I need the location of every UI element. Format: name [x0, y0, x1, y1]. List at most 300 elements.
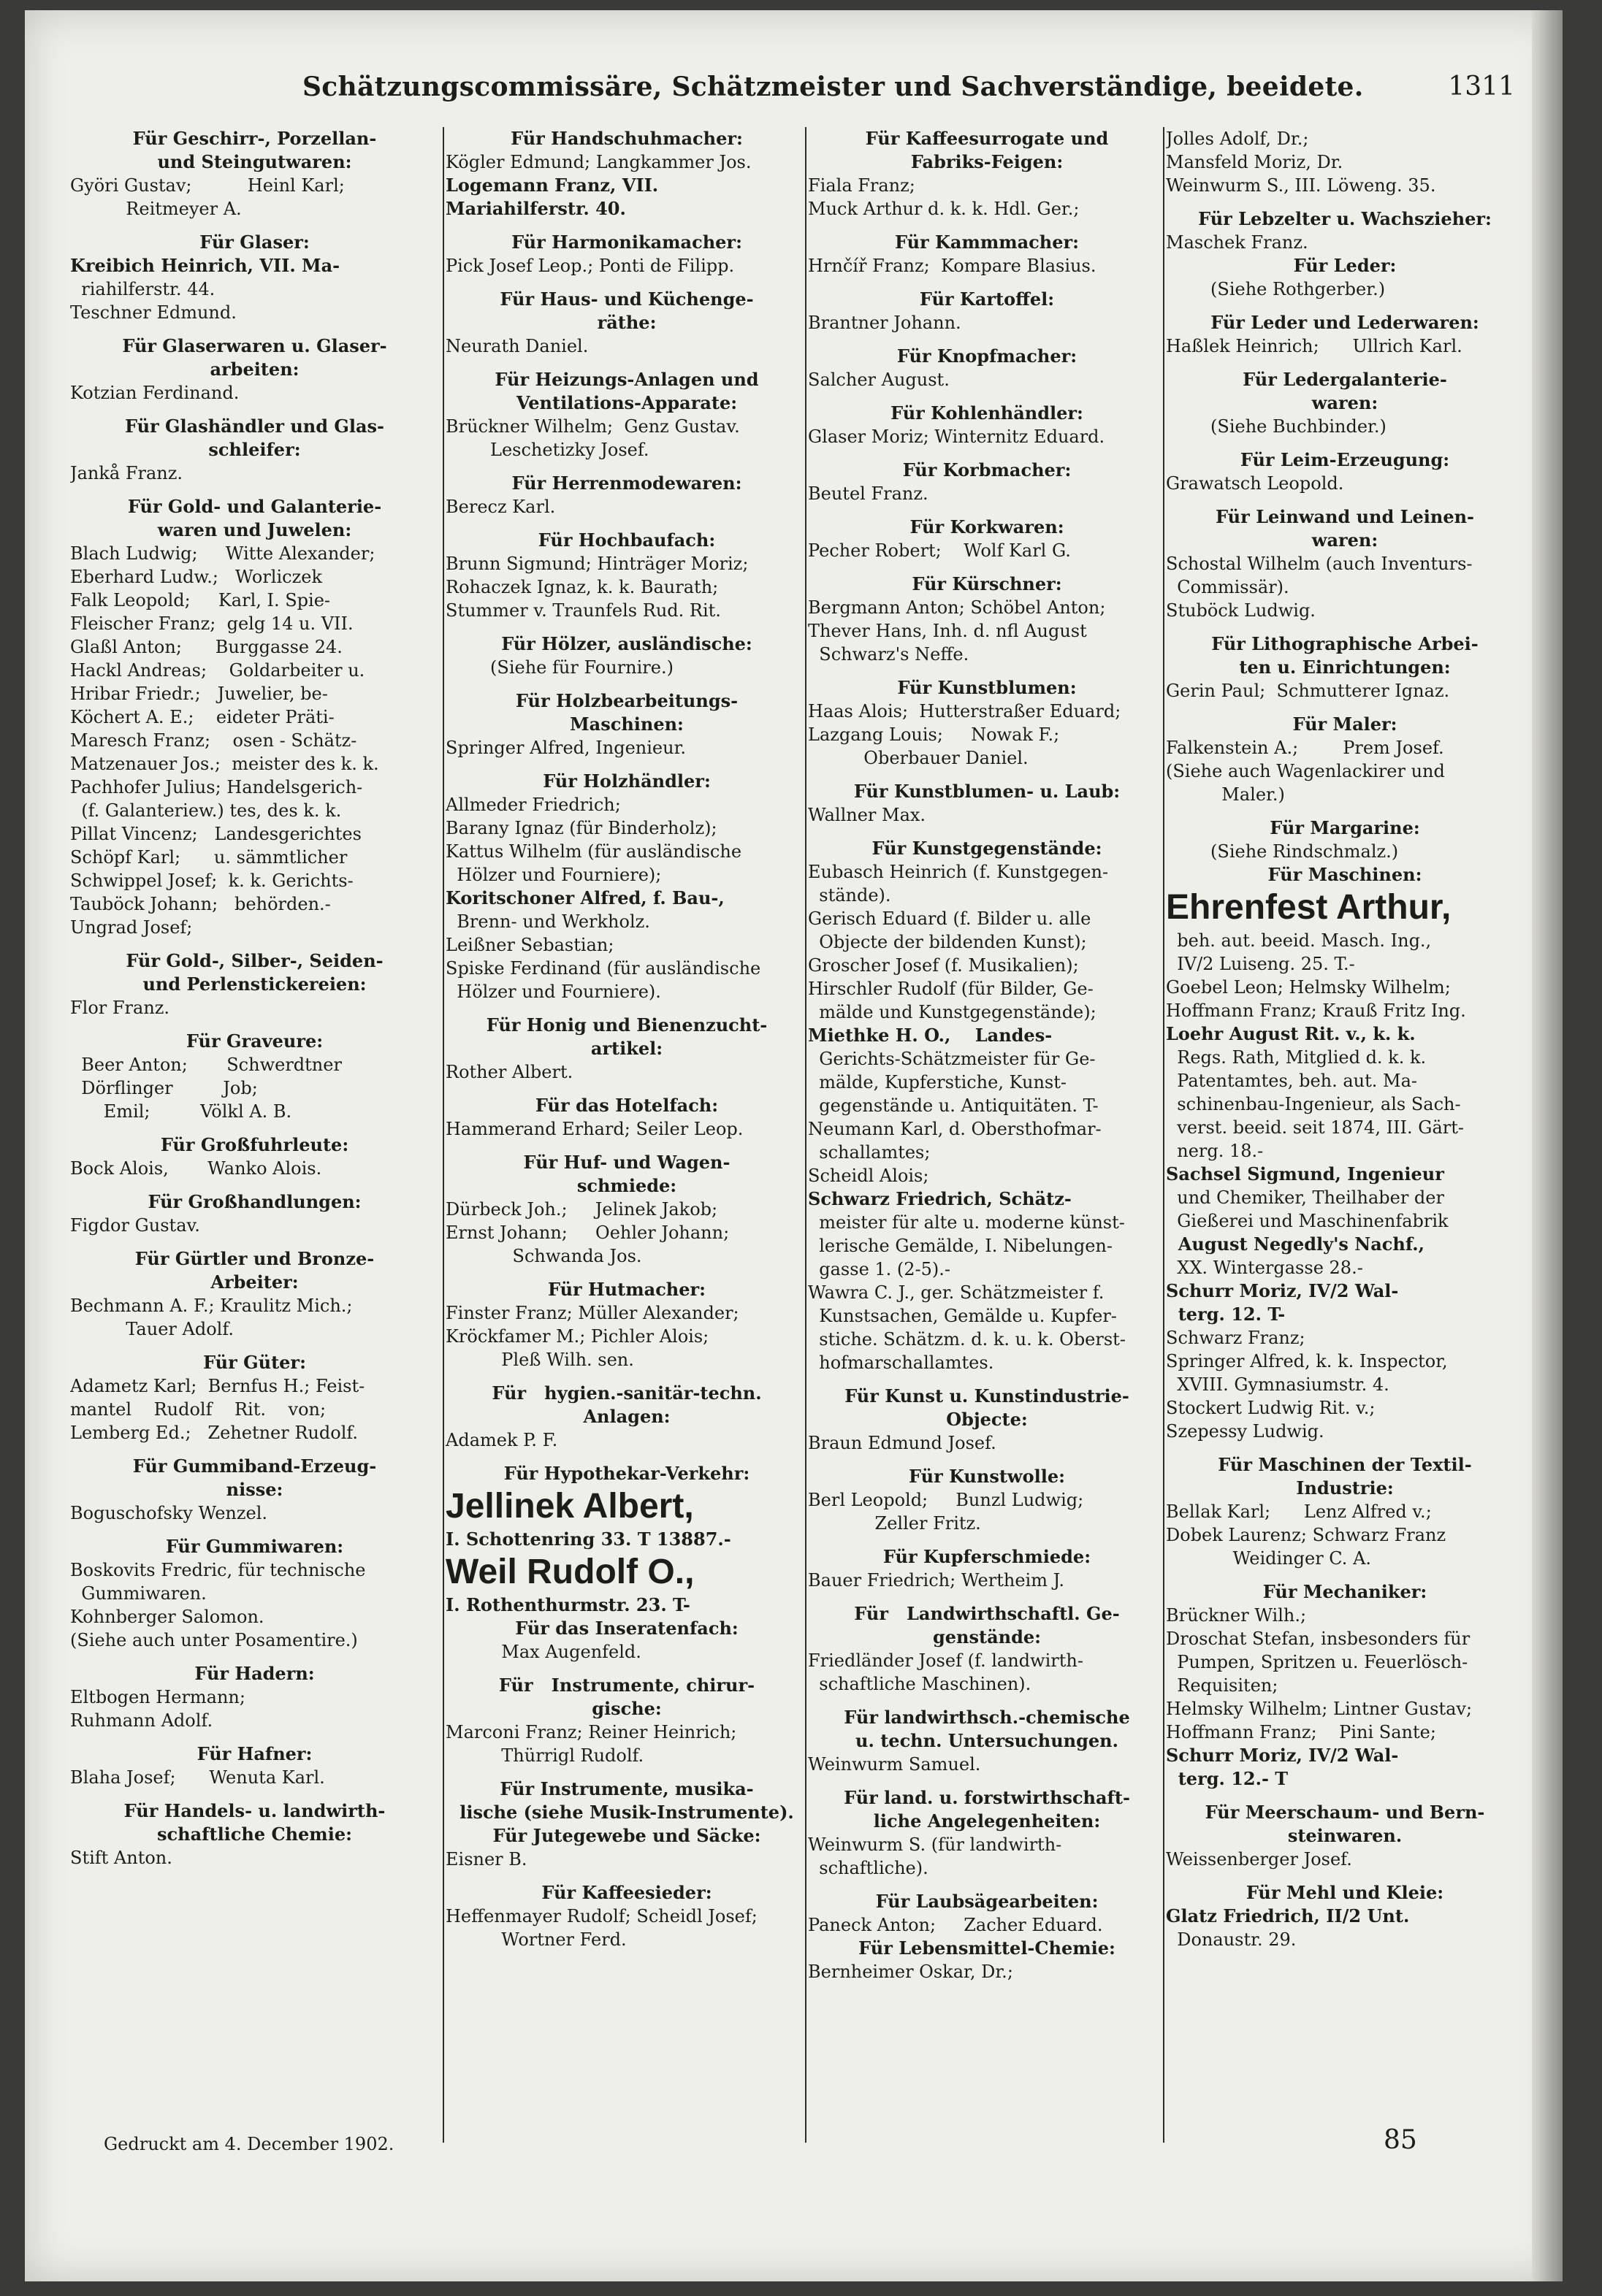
category-heading: schaftliche Chemie: [157, 1824, 352, 1845]
entry-featured: Sachsel Sigmund, Ingenieur [1166, 1163, 1444, 1185]
spacer [70, 1444, 439, 1455]
category-heading: Für Geschirr-, Porzellan- [132, 128, 377, 149]
entry-line: Gießerei und Maschinenfabrik [1166, 1211, 1449, 1231]
entry-line: Wawra C. J., ger. Schätzmeister f. [808, 1282, 1105, 1303]
entry-line: Hribar Friedr.; Juwelier, be- [70, 684, 328, 704]
entry-line: Bernheimer Oskar, Dr.; [808, 1962, 1013, 1982]
category-heading: Für Großhandlungen: [148, 1191, 362, 1212]
category-heading: Für Leder: [1293, 255, 1397, 276]
category-heading: Für Glaser: [199, 231, 310, 253]
entry-line: Muck Arthur d. k. k. Hdl. Ger.; [808, 199, 1080, 219]
category-heading: Für Glashändler und Glas- [124, 416, 385, 437]
entry-line: Grawatsch Leopold. [1166, 473, 1344, 494]
entry-line: Weinwurm Samuel. [808, 1754, 981, 1775]
entry-line: Bellak Karl; Lenz Alfred v.; [1166, 1501, 1432, 1522]
entry-line: Bergmann Anton; Schöbel Anton; [808, 597, 1106, 618]
entry-line: Pillat Vincenz; Landesgerichtes [70, 824, 362, 844]
spacer [70, 1525, 439, 1535]
entry-line: schaftliche). [808, 1858, 928, 1878]
entry-line: Neumann Karl, d. Obersthofmar- [808, 1119, 1102, 1139]
entry-line: Goebel Leon; Helmsky Wilhelm; [1166, 977, 1451, 998]
entry-line: Regs. Rath, Mitglied d. k. k. [1166, 1047, 1427, 1068]
entry-line: XVIII. Gymnasiumstr. 4. [1166, 1374, 1389, 1395]
entry-line: Schwarz's Neffe. [808, 644, 969, 665]
entry-line: XX. Wintergasse 28.- [1166, 1258, 1363, 1278]
entry-line: Friedländer Josef (f. landwirth- [808, 1650, 1083, 1671]
entry-line: Marconi Franz; Reiner Heinrich; [446, 1722, 737, 1742]
entry-line: Thever Hans, Inh. d. nfl August [808, 621, 1087, 641]
entry-line: Ruhmann Adolf. [70, 1710, 213, 1731]
entry-featured: Logemann Franz, VII. [446, 175, 659, 196]
entry-line: Ungrad Josef; [70, 917, 193, 938]
entry-line: Emil; Völkl A. B. [70, 1101, 292, 1122]
spacer [808, 1776, 1166, 1786]
category-heading: Für Mehl und Kleie: [1246, 1882, 1444, 1903]
category-heading: artikel: [590, 1038, 663, 1059]
category-heading: Maschinen: [570, 713, 684, 735]
entry-line: Braun Edmund Josef. [808, 1433, 996, 1453]
entry-line: Haßlek Heinrich; Ullrich Karl. [1166, 336, 1462, 356]
entry-line: Stummer v. Traunfels Rud. Rit. [446, 600, 721, 621]
entry-line: Groscher Josef (f. Musikalien); [808, 955, 1079, 976]
entry-line: Barany Ignaz (für Binderholz); [446, 818, 717, 838]
category-heading: Für Haus- und Küchenge- [500, 288, 754, 310]
spacer [1166, 438, 1524, 448]
entry-line: Oberbauer Daniel. [808, 748, 1029, 768]
entry-line: Eberhard Ludw.; Worliczek [70, 567, 322, 587]
category-heading: Für Holzhändler: [543, 770, 711, 792]
entry-line: gasse 1. (2-5).- [808, 1259, 951, 1279]
entry-line: lerische Gemälde, I. Nibelungen- [808, 1236, 1113, 1256]
category-heading: Für Gold- und Galanterie- [127, 496, 382, 517]
entry-line: Wortner Ferd. [446, 1929, 627, 1950]
entry-line: Brantner Johann. [808, 313, 961, 333]
category-heading: Für Kunstgegenstände: [871, 838, 1102, 859]
entry-line: Fiala Franz; [808, 175, 915, 196]
entry-line: Szepessy Ludwig. [1166, 1421, 1324, 1442]
spacer [1166, 358, 1524, 368]
category-heading: Für Maschinen der Textil- [1218, 1454, 1472, 1475]
spacer [446, 1767, 808, 1778]
category-heading: waren: [1311, 529, 1378, 551]
entry-line: Springer Alfred, Ingenieur. [446, 738, 687, 758]
category-heading: Für das Hotelfach: [535, 1095, 719, 1116]
category-heading: gische: [592, 1698, 662, 1719]
category-heading: Für Güter: [203, 1352, 306, 1373]
entry-line: (Siehe auch unter Posamentire.) [70, 1630, 358, 1650]
entry-line: Salcher August. [808, 370, 950, 390]
column-1 [70, 127, 439, 1870]
spacer [70, 485, 439, 495]
entry-line: IV/2 Luiseng. 25. T.- [1166, 954, 1355, 974]
entry-featured: Mariahilferstr. 40. [446, 198, 626, 219]
spacer [808, 278, 1166, 288]
category-heading: Für Holzbearbeitungs- [515, 690, 739, 711]
entry-line: Lazgang Louis; Nowak F.; [808, 724, 1060, 745]
entry-line: Paneck Anton; Zacher Eduard. [808, 1915, 1103, 1935]
entry-line: Dobek Laurenz; Schwarz Franz [1166, 1525, 1446, 1545]
entry-line: stiche. Schätzm. d. k. u. k. Oberst- [808, 1329, 1126, 1350]
entry-line: Falkenstein A.; Prem Josef. [1166, 738, 1444, 758]
entry-line: Adamek P. F. [446, 1430, 558, 1450]
category-heading: Für Instrumente, musika- [500, 1778, 754, 1799]
entry-line: Maresch Franz; osen - Schätz- [70, 730, 357, 751]
category-heading: Für Kunstblumen- u. Laub: [853, 781, 1121, 802]
entry-featured: terg. 12. T- [1166, 1304, 1286, 1325]
entry-line: mantel Rudolf Rit. von; [70, 1399, 327, 1420]
entry-line: Objecte der bildenden Kunst); [808, 932, 1087, 952]
spacer [808, 448, 1166, 459]
entry-featured: Schurr Moriz, IV/2 Wal- [1166, 1745, 1399, 1766]
entry-line: Hoffmann Franz; Krauß Fritz Ing. [1166, 1000, 1466, 1021]
category-heading: lische (siehe Musik-Instrumente). [459, 1802, 794, 1823]
entry-line: Pecher Robert; Wolf Karl G. [808, 540, 1071, 561]
spacer [808, 1592, 1166, 1602]
category-heading: Für Hölzer, ausländische: [501, 633, 752, 654]
category-heading: Für Leder und Lederwaren: [1210, 312, 1479, 333]
entry-line: Ernst Johann; Oehler Johann; [446, 1222, 730, 1243]
category-heading: Für das Inseratenfach: [515, 1618, 739, 1639]
entry-line: hofmarschallamtes. [808, 1352, 994, 1373]
spacer [446, 1084, 808, 1094]
entry-line: Maschek Franz. [1166, 232, 1308, 253]
category-heading: Arbeiter: [210, 1271, 299, 1293]
entry-line: Glaßl Anton; Burggasse 24. [70, 637, 343, 657]
category-heading: schmiede: [576, 1175, 677, 1196]
entry-line: Hoffmann Franz; Pini Sante; [1166, 1722, 1436, 1742]
category-heading: Für Margarine: [1270, 817, 1420, 838]
entry-line: Schwippel Josef; k. k. Gerichts- [70, 870, 354, 891]
entry-line: Kröckfamer M.; Pichler Alois; [446, 1326, 709, 1347]
spacer [70, 1237, 439, 1247]
spacer [1166, 1570, 1524, 1580]
entry-featured: Miethke H. O., Landes- [808, 1025, 1053, 1046]
category-heading: Für Graveure: [186, 1030, 324, 1052]
entry-line: Beer Anton; Schwerdtner [70, 1055, 342, 1075]
entry-line: (Siehe Rothgerber.) [1166, 279, 1386, 299]
category-heading: nisse: [226, 1479, 283, 1500]
spacer [808, 334, 1166, 345]
category-heading: Für Korkwaren: [909, 516, 1064, 537]
entry-line: Tauer Adolf. [70, 1319, 234, 1339]
entry-line: Patentamtes, beh. aut. Ma- [1166, 1071, 1418, 1091]
category-heading: Anlagen: [583, 1406, 671, 1427]
category-heading: ten u. Einrichtungen: [1239, 657, 1451, 678]
spacer [1166, 1443, 1524, 1453]
entry-line: Hrnčíř Franz; Kompare Blasius. [808, 256, 1096, 276]
entry-line: Spiske Ferdinand (für ausländische [446, 958, 761, 979]
category-heading: Für landwirthsch.-chemische [844, 1707, 1130, 1728]
entry-line: Hammerand Erhard; Seiler Leop. [446, 1119, 744, 1139]
entry-line: Stift Anton. [70, 1848, 172, 1868]
category-heading: liche Angelegenheiten: [873, 1810, 1101, 1832]
entry-line: Leißner Sebastian; [446, 935, 614, 955]
entry-line: Wallner Max. [808, 805, 926, 825]
spacer [70, 1123, 439, 1133]
category-heading: Für Herrenmodewaren: [511, 472, 742, 494]
entry-line: (Siehe auch Wagenlackirer und [1166, 761, 1445, 781]
spacer [446, 759, 808, 770]
category-heading: Für hygien.-sanitär-techn. [492, 1382, 762, 1404]
spacer [1166, 1791, 1524, 1801]
spacer [1166, 806, 1524, 816]
entry-line: schaftliche Maschinen). [808, 1674, 1031, 1694]
category-heading: Für Kartoffel: [919, 288, 1055, 310]
entry-line: Max Augenfeld. [446, 1642, 641, 1662]
entry-featured: Schurr Moriz, IV/2 Wal- [1166, 1280, 1399, 1301]
entry-line: gegenstände u. Antiquitäten. T- [808, 1095, 1099, 1116]
entry-line: (Siehe Buchbinder.) [1166, 416, 1387, 437]
category-heading: Für Gürtler und Bronze- [134, 1248, 375, 1269]
entry-line: Schwarz Franz; [1166, 1328, 1305, 1348]
entry-line: Teschner Edmund. [70, 302, 237, 323]
entry-line: Berecz Karl. [446, 497, 556, 517]
entry-line: Haas Alois; Hutterstraßer Eduard; [808, 701, 1121, 722]
entry-line: Beutel Franz. [808, 483, 928, 504]
spacer [70, 324, 439, 334]
spacer [70, 1180, 439, 1190]
entry-line: Leschetizky Josef. [446, 440, 649, 460]
entry-line: Pumpen, Spritzen u. Feuerlösch- [1166, 1652, 1468, 1672]
entry-line: Matzenauer Jos.; meister des k. k. [70, 754, 379, 774]
column-rule [443, 127, 444, 2143]
category-heading: Für Hochbaufach: [538, 529, 716, 551]
spacer [446, 1371, 808, 1382]
category-heading: Für Gummiband-Erzeug- [132, 1455, 377, 1477]
entry-line: Boguschofsky Wenzel. [70, 1503, 268, 1523]
category-heading: Für Maschinen: [1267, 864, 1422, 885]
entry-line: (f. Galanteriew.) tes, des k. k. [70, 800, 342, 821]
category-heading: Für Jutegewebe und Säcke: [492, 1825, 761, 1846]
category-heading: Für Lithographische Arbei- [1211, 633, 1479, 654]
entry-featured: Koritschoner Alfred, f. Bau-, [446, 887, 725, 908]
column-4 [1166, 127, 1524, 1951]
column-2 [446, 127, 808, 1951]
entry-line: Gerisch Eduard (f. Bilder u. alle [808, 908, 1091, 929]
category-heading: Für Großfuhrleute: [160, 1134, 349, 1155]
entry-advert: Weil Rudolf O., [446, 1553, 695, 1591]
spacer [446, 679, 808, 689]
category-heading: Für Kaffeesieder: [541, 1882, 712, 1903]
entry-featured: Schwarz Friedrich, Schätz- [808, 1188, 1072, 1209]
entry-featured: Loehr August Rit. v., k. k. [1166, 1023, 1416, 1044]
entry-line: Adametz Karl; Bernfus H.; Feist- [70, 1376, 365, 1396]
category-heading: Ventilations-Apparate: [516, 392, 738, 413]
entry-line: (Siehe Rindschmalz.) [1166, 841, 1399, 862]
footer-page-number: 85 [1384, 2125, 1417, 2155]
entry-line: Blach Ludwig; Witte Alexander; [70, 543, 375, 564]
spacer [446, 622, 808, 632]
entry-line: Mansfeld Moriz, Dr. [1166, 152, 1343, 172]
entry-line: Hirschler Rudolf (für Bilder, Ge- [808, 979, 1094, 999]
spacer [808, 391, 1166, 402]
spacer [446, 1452, 808, 1462]
category-heading: Für Gummiwaren: [165, 1536, 344, 1557]
spacer [808, 1880, 1166, 1890]
entry-line: Gummiwaren. [70, 1583, 207, 1604]
entry-line: schinenbau-Ingenieur, als Sach- [1166, 1094, 1461, 1114]
category-heading: Für Heizungs-Anlagen und [495, 369, 759, 390]
spacer [808, 505, 1166, 516]
entry-line: Figdor Gustav. [70, 1215, 200, 1236]
entry-line: Bock Alois, Wanko Alois. [70, 1158, 322, 1179]
entry-line: Allmeder Friedrich; [446, 795, 621, 815]
spacer [808, 1374, 1166, 1385]
category-heading: Für Kaffeesurrogate und [865, 128, 1109, 149]
category-heading: Für Kunstwolle: [909, 1466, 1065, 1487]
category-heading: Für Instrumente, chirur- [498, 1675, 755, 1696]
category-heading: Für Handels- u. landwirth- [123, 1800, 386, 1821]
entry-line: Bauer Friedrich; Wertheim J. [808, 1570, 1064, 1591]
entry-line: Stuböck Ludwig. [1166, 600, 1316, 621]
category-heading: Für Lebensmittel-Chemie: [858, 1937, 1115, 1959]
category-heading: Für Leinwand und Leinen- [1216, 506, 1474, 527]
category-heading: Für Kammmacher: [894, 231, 1080, 253]
entry-line: Blaha Josef; Wenuta Karl. [70, 1767, 325, 1788]
category-heading: Für Kunst u. Kunstindustrie- [844, 1385, 1129, 1407]
entry-line: Kotzian Ferdinand. [70, 383, 240, 403]
entry-line: Reitmeyer A. [70, 199, 242, 219]
spacer [446, 1003, 808, 1014]
category-heading: Für Harmonikamacher: [511, 231, 742, 253]
entry-line: Köchert A. E.; eideter Präti- [70, 707, 335, 727]
category-heading: räthe: [597, 312, 657, 333]
entry-line: Györi Gustav; Heinl Karl; [70, 175, 345, 196]
entry-line: Flor Franz. [70, 998, 170, 1018]
spacer [1166, 197, 1524, 207]
spacer [808, 221, 1166, 231]
entry-line: mälde und Kunstgegenstände); [808, 1002, 1096, 1022]
spacer [808, 770, 1166, 780]
entry-line: Rohaczek Ignaz, k. k. Baurath; [446, 577, 719, 597]
entry-advert: Jellinek Albert, [446, 1487, 694, 1526]
category-heading: Für Gold-, Silber-, Seiden- [126, 950, 384, 971]
spacer [808, 1696, 1166, 1706]
entry-line: Droschat Stefan, insbesonders für [1166, 1629, 1471, 1649]
spacer [70, 939, 439, 949]
entry-line: Weidinger C. A. [1166, 1548, 1372, 1569]
entry-line: Hölzer und Fourniere). [446, 981, 661, 1002]
spacer [446, 1268, 808, 1278]
entry-line: Pachhofer Julius; Handelsgerich- [70, 777, 363, 797]
page-number: 1311 [1448, 72, 1515, 102]
category-heading: Für Hafner: [197, 1743, 313, 1764]
spacer [70, 1732, 439, 1742]
entry-line: Schostal Wilhelm (auch Inventurs- [1166, 554, 1473, 574]
print-date: Gedruckt am 4. December 1902. [104, 2134, 394, 2154]
spacer [446, 221, 808, 231]
category-heading: Für land. u. forstwirthschaft- [844, 1787, 1130, 1808]
entry-line: Pick Josef Leop.; Ponti de Filipp. [446, 256, 735, 276]
entry-line: meister für alte u. moderne künst- [808, 1212, 1125, 1233]
spacer [70, 1789, 439, 1799]
spacer [446, 1664, 808, 1674]
spacer [1166, 622, 1524, 632]
spacer [1166, 703, 1524, 713]
entry-line: Finster Franz; Müller Alexander; [446, 1303, 739, 1323]
category-heading: Für Handschuhmacher: [511, 128, 743, 149]
entry-line: Thürrigl Rudolf. [446, 1745, 644, 1766]
entry-line: Brenn- und Werkholz. [446, 911, 650, 932]
spacer [808, 1535, 1166, 1545]
category-heading: Für Kupferschmiede: [882, 1546, 1091, 1567]
spacer [1166, 1871, 1524, 1881]
entry-line: Eisner B. [446, 1849, 527, 1870]
category-heading: u. techn. Untersuchungen. [855, 1730, 1118, 1751]
entry-line: Jankå Franz. [70, 463, 183, 483]
entry-line: Berl Leopold; Bunzl Ludwig; [808, 1490, 1084, 1510]
category-heading: Für Meerschaum- und Bern- [1205, 1802, 1485, 1823]
spacer [70, 1019, 439, 1030]
entry-line: Hackl Andreas; Goldarbeiter u. [70, 660, 365, 681]
entry-line: Donaustr. 29. [1166, 1929, 1297, 1950]
entry-line: Glaser Moriz; Winternitz Eduard. [808, 426, 1105, 447]
category-heading: arbeiten: [210, 359, 300, 380]
spacer [1166, 495, 1524, 505]
entry-line: Weinwurm S. (für landwirth- [808, 1834, 1062, 1855]
category-heading: Für Glaserwaren u. Glaser- [122, 335, 387, 356]
column-rule [1163, 127, 1164, 2143]
entry-line: verst. beeid. seit 1874, III. Gärt- [1166, 1117, 1464, 1138]
entry-line: Kattus Wilhelm (für ausländische [446, 841, 742, 862]
spacer [70, 405, 439, 415]
spacer [446, 278, 808, 288]
entry-line: beh. aut. beeid. Masch. Ing., [1166, 930, 1432, 951]
entry-line: Kohnberger Salomon. [70, 1607, 264, 1627]
entry-line: Gerichts-Schätzmeister für Ge- [808, 1049, 1096, 1069]
category-heading: Für Kohlenhändler: [890, 402, 1083, 424]
entry-line: Schwanda Jos. [446, 1246, 642, 1266]
entry-line: Springer Alfred, k. k. Inspector, [1166, 1351, 1448, 1371]
entry-line: Falk Leopold; Karl, I. Spie- [70, 590, 331, 611]
page-title: Schätzungscommissäre, Schätzmeister und Sachverständige, beeidete. [302, 72, 1364, 102]
entry-line: Zeller Fritz. [808, 1513, 981, 1534]
spacer [808, 1455, 1166, 1465]
entry-line: Jolles Adolf, Dr.; [1166, 129, 1309, 149]
category-heading: Für Hadern: [194, 1663, 315, 1684]
category-heading: Für Leim-Erzeugung: [1240, 449, 1450, 470]
entry-line: Neurath Daniel. [446, 336, 589, 356]
entry-line: Hölzer und Fourniere); [446, 865, 662, 885]
directory-page [25, 10, 1563, 2281]
entry-line: Weissenberger Josef. [1166, 1849, 1352, 1870]
entry-featured: I. Schottenring 33. T 13887.- [446, 1528, 731, 1550]
entry-line: Fleischer Franz; gelg 14 u. VII. [70, 613, 354, 634]
spacer [70, 1341, 439, 1351]
category-heading: Für Maler: [1292, 713, 1397, 735]
entry-line: Heffenmayer Rudolf; Scheidl Josef; [446, 1906, 758, 1926]
entry-line: Pleß Wilh. sen. [446, 1350, 634, 1370]
spacer [1166, 301, 1524, 311]
entry-line: Lemberg Ed.; Zehetner Rudolf. [70, 1423, 359, 1443]
entry-line: Tauböck Johann; behörden.- [70, 894, 331, 914]
entry-featured: terg. 12.- T [1166, 1768, 1289, 1789]
category-heading: Für Huf- und Wagen- [523, 1152, 731, 1173]
category-heading: Für Hypothekar-Verkehr: [503, 1463, 750, 1484]
entry-line: riahilferstr. 44. [70, 279, 215, 299]
entry-line: Eubasch Heinrich (f. Kunstgegen- [808, 862, 1109, 882]
entry-line: Bechmann A. F.; Kraulitz Mich.; [70, 1296, 353, 1316]
category-heading: steinwaren. [1287, 1825, 1403, 1846]
entry-line: Brunn Sigmund; Hinträger Moriz; [446, 554, 749, 574]
entry-line: Kunstsachen, Gemälde u. Kupfer- [808, 1306, 1117, 1326]
entry-featured: Kreibich Heinrich, VII. Ma- [70, 255, 340, 276]
spacer [808, 666, 1166, 676]
category-heading: waren und Juwelen: [157, 519, 352, 540]
entry-line: Gerin Paul; Schmutterer Ignaz. [1166, 681, 1450, 701]
entry-line: stände). [808, 885, 891, 906]
category-heading: Für Honig und Bienenzucht- [486, 1014, 768, 1036]
